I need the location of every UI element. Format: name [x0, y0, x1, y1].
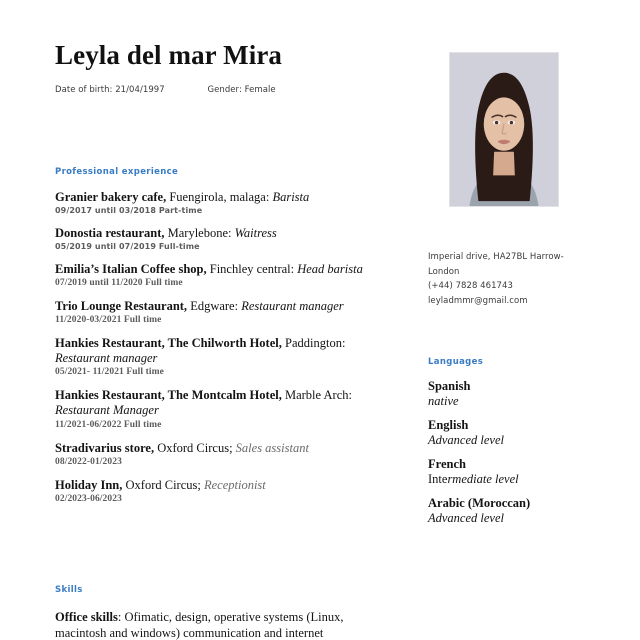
- phone-number[interactable]: (+44) 7828 461743: [428, 281, 513, 292]
- experience-role: Head barista: [297, 262, 363, 277]
- experience-place: Oxford Circus;: [122, 477, 201, 492]
- language-level: [428, 511, 603, 526]
- skills-label: Office skills: [55, 610, 118, 624]
- experience-place: Paddington:: [281, 336, 346, 351]
- language-level-text: Advanced level: [428, 511, 504, 526]
- skills-section: [55, 585, 385, 640]
- language-level-text: native: [428, 394, 459, 409]
- skills-body-text: : Ofimatic, design, operative systems (Linux, macintosh and windows) communication and internet: [55, 610, 344, 640]
- experience-headline: [55, 189, 385, 205]
- experience-org: Hankies Restaurant, The Chilworth Hotel,: [55, 336, 282, 351]
- experience-org: Emilia’s Italian Coffee shop,: [55, 262, 207, 277]
- experience-dates: 02/2023-06/2023: [55, 493, 122, 504]
- experience-role: Restaurant manager: [238, 299, 344, 314]
- right-column: [428, 52, 603, 535]
- language-level-text: Advanced level: [428, 433, 504, 448]
- experience-item: [55, 261, 385, 288]
- experience-role: Barista: [269, 190, 310, 205]
- page-title: Leyla del mar Mira: [55, 40, 283, 70]
- language-level: [428, 472, 603, 487]
- experience-role: Receptionist: [200, 477, 266, 492]
- experience-dates: 05/2019 until 07/2019 Full-time: [55, 242, 200, 252]
- languages-section: [428, 357, 603, 526]
- experience-item: [55, 298, 385, 325]
- experience-role: Restaurant Manager: [55, 403, 159, 418]
- experience-dates: 07/2019 until 11/2020 Full time: [55, 278, 183, 289]
- language-level: [428, 394, 603, 409]
- language-name: Arabic (Moroccan): [428, 496, 531, 511]
- experience-headline: [55, 477, 385, 493]
- experience-role: Sales assistant: [232, 440, 309, 455]
- language-name: Spanish: [428, 379, 471, 394]
- experience-item: [55, 225, 385, 251]
- experience-headline: [55, 335, 385, 351]
- experience-place: Fuengirola, malaga:: [166, 190, 270, 205]
- experience-role: Waitress: [234, 226, 277, 241]
- experience-dates: 09/2017 until 03/2018 Part-time: [55, 206, 203, 216]
- experience-headline: [55, 387, 385, 403]
- portrait-photo-icon: [450, 53, 558, 206]
- language-item: [428, 418, 603, 448]
- experience-item: [55, 477, 385, 504]
- experience-place: Marble Arch:: [281, 388, 352, 403]
- language-name: French: [428, 457, 466, 472]
- experience-headline: [55, 225, 385, 241]
- experience-org: Holiday Inn,: [55, 477, 123, 492]
- experience-org: Granier bakery cafe,: [55, 190, 167, 205]
- language-item: [428, 457, 603, 487]
- experience-dates: 05/2021- 11/2021 Full time: [55, 367, 164, 378]
- contact-block: [428, 250, 603, 308]
- language-level-text: rmediate level: [447, 472, 519, 487]
- experience-headline: [55, 298, 385, 314]
- experience-dates: 08/2022-01/2023: [55, 456, 122, 467]
- gender: Gender: Female: [207, 85, 276, 96]
- languages-list: [428, 379, 603, 526]
- language-name: English: [428, 418, 469, 433]
- experience-org: Trio Lounge Restaurant,: [55, 299, 188, 314]
- section-heading-languages: Languages: [428, 357, 484, 368]
- experience-org: Donostia restaurant,: [55, 226, 165, 241]
- email-address[interactable]: leyladmmr@gmail.com: [428, 295, 528, 306]
- language-item: [428, 496, 603, 526]
- experience-place: Marylebone:: [164, 226, 235, 241]
- experience-headline: [55, 440, 385, 456]
- address-line-1: Imperial drive, HA27BL Harrow-: [428, 252, 564, 262]
- experience-place: Edgware:: [187, 299, 239, 314]
- section-heading-skills: Skills: [55, 585, 83, 595]
- section-heading-professional-experience: Professional experience: [55, 167, 179, 178]
- date-of-birth: Date of birth: 21/04/1997: [55, 85, 165, 96]
- skills-text: [55, 609, 385, 640]
- language-level-prefix: Inte: [428, 472, 448, 487]
- address-line-2: London: [428, 266, 460, 277]
- experience-item: [55, 189, 385, 215]
- experience-list: [55, 189, 385, 504]
- experience-dates: 11/2021-06/2022 Full time: [55, 419, 162, 430]
- experience-headline: [55, 261, 385, 277]
- experience-item: [55, 440, 385, 467]
- left-column: [55, 40, 385, 514]
- language-item: [428, 379, 603, 409]
- experience-place: Finchley central:: [206, 262, 298, 277]
- experience-dates: 11/2020-03/2021 Full time: [55, 315, 162, 326]
- identity-line: [55, 85, 385, 95]
- experience-item: [55, 335, 385, 377]
- experience-item: [55, 387, 385, 429]
- experience-role: Restaurant manager: [55, 351, 158, 366]
- experience-org: Hankies Restaurant, The Montcalm Hotel,: [55, 388, 282, 403]
- experience-place: Oxford Circus;: [154, 440, 233, 455]
- experience-org: Stradivarius store,: [55, 440, 155, 455]
- language-level: [428, 433, 603, 448]
- avatar: [449, 52, 559, 207]
